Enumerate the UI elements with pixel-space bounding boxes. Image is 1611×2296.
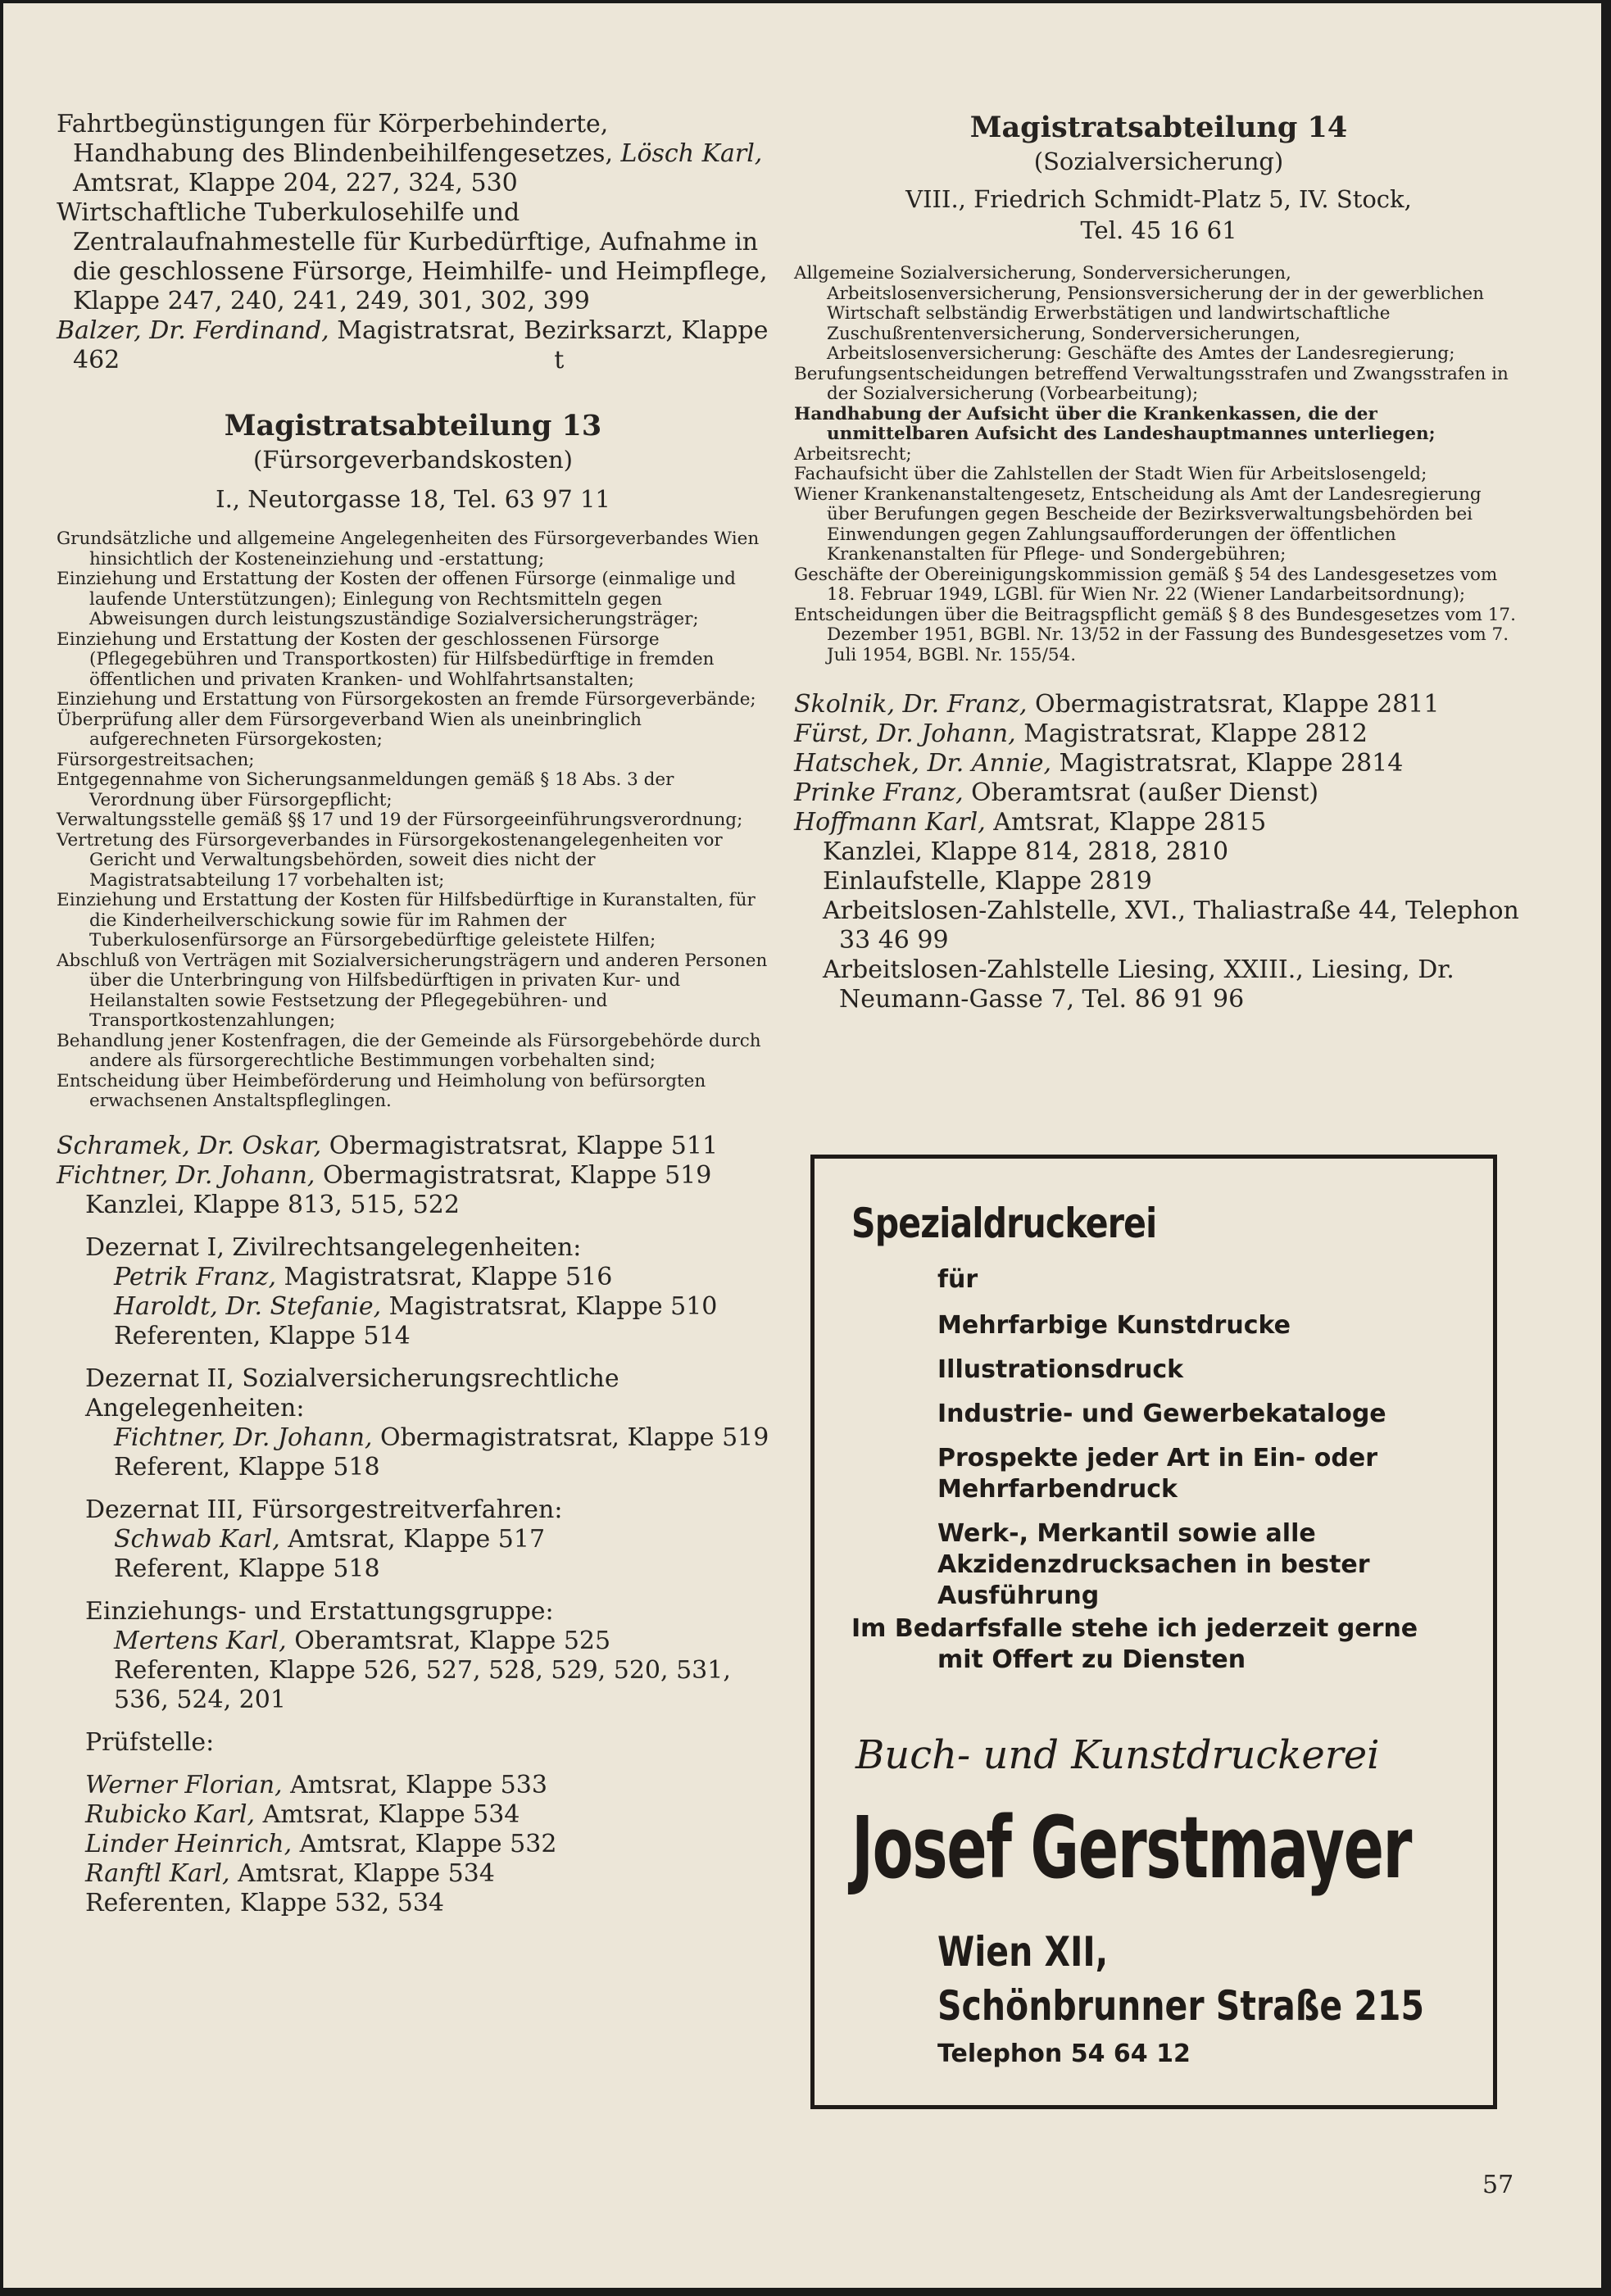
referent-line: Referent, Klappe 518	[114, 1554, 380, 1583]
intro-rest: Amtsrat, Klappe 204, 227, 324, 530	[73, 169, 518, 197]
duty-item: Entscheidungen über die Beitragspflicht gemäß § 8 des Bundesgesetzes vom 17. Dezember 1951, BGBl. Nr. 13/52 in der Fassung des Bundesgesetzes vom 7. Juli 1954, BGBl. Nr. 155/54.	[794, 604, 1516, 665]
duty-item: Entscheidung über Heimbeförderung und Heimholung von befürsorgten erwachsenen Anstaltspfleglingen.	[57, 1070, 706, 1111]
staff-list-13	[57, 1132, 769, 1918]
duty-item: Arbeitsrecht;	[794, 443, 912, 465]
intro3-rest: Magistratsrat, Bezirksarzt, Klappe 462	[73, 316, 769, 374]
section-subheading-14: (Sozialversicherung)	[1033, 147, 1284, 175]
duty-item: Abschluß von Verträgen mit Sozialversicherungsträgern und anderen Personen über die Unterbringung von Hilfsbedürftigen in privaten Kur- und Heilanstalten sowie Festsetzung der Pflegegebühren- und Transportkostenzahlungen;	[57, 950, 768, 1031]
ad-for: für	[937, 1265, 978, 1294]
section-address-13: I., Neutorgasse 18, Tel. 63 97 11	[216, 485, 610, 513]
staff-entry: Hoffmann Karl, Amtsrat, Klappe 2815	[794, 808, 1267, 837]
duty-item: Einziehung und Erstattung der Kosten für Hilfsbedürftige in Kuranstalten, für die Kinderheilverschickung sowie für im Rahmen der Tuberkulosenfürsorge an Fürsorgebedürftige geleistete Hilfen;	[57, 890, 756, 951]
duty-item: Grundsätzliche und allgemeine Angelegenheiten des Fürsorgeverbandes Wien hinsichtlich der Kosteneinziehung und -erstattung;	[57, 529, 760, 569]
einziehungsgruppe: Einziehungs- und Erstattungsgruppe:	[85, 1596, 554, 1626]
ad-service-item: Prospekte jeder Art in Ein- oder Mehrfarbendruck	[937, 1444, 1377, 1504]
section-address-14: VIII., Friedrich Schmidt-Platz 5, IV. Stock,	[905, 185, 1412, 213]
intro-paragraph-2: Wirtschaftliche Tuberkulosehilfe und Zentralaufnahmestelle für Kurbedürftige, Aufnahme in die geschlossene Fürsorge, Heimhilfe- und Heimpflege, Klappe 247, 240, 241, 249, 301, 302, 399	[57, 198, 768, 315]
unit-line: Arbeitslosen-Zahlstelle Liesing, XXIII., Liesing, Dr. Neumann-Gasse 7, Tel. 86 91 96	[823, 955, 1454, 1014]
staff-entry: Linder Heinrich, Amtsrat, Klappe 532	[85, 1829, 557, 1858]
duty-item: Einziehung und Erstattung der Kosten der offenen Fürsorge (einmalige und laufende Unterstützungen); Einlegung von Rechtsmitteln gegen Abweisungen durch leistungszuständige Sozialversicherungsträger;	[57, 569, 736, 629]
duty-item: Berufungsentscheidungen betreffend Verwaltungsstrafen und Zwangsstrafen in der Sozialversicherung (Vorbearbeitung);	[794, 363, 1509, 404]
staff-entry: Fürst, Dr. Johann, Magistratsrat, Klappe 2812	[794, 719, 1368, 748]
staff-entry: Werner Florian, Amtsrat, Klappe 533	[85, 1770, 547, 1799]
duty-item: Entgegennahme von Sicherungsanmeldungen gemäß § 18 Abs. 3 der Verordnung über Fürsorgepflicht;	[57, 769, 674, 810]
duty-item: Behandlung jener Kostenfragen, die der Gemeinde als Fürsorgebehörde durch andere als fürsorgerechtliche Bestimmungen vorbehalten sind;	[57, 1030, 761, 1071]
ad-telephone: Telephon 54 64 12	[937, 2040, 1191, 2068]
advertisement-box	[810, 1155, 1497, 2109]
ad-service-item: Industrie- und Gewerbekataloge	[937, 1400, 1386, 1428]
duty-item: Verwaltungsstelle gemäß §§ 17 und 19 der Fürsorgeeinführungsverordnung;	[57, 810, 743, 830]
duty-item: Wiener Krankenanstaltengesetz, Entscheidung als Amt der Landesregierung über Berufungen gegen Bescheide der Bezirksverwaltungsbehörden bei Einwendungen gegen Zahlungsaufforderungen der öffentlichen Krankenanstalten für Pflege- und Sondergebühren;	[794, 483, 1482, 565]
ad-title: Spezialdruckerei	[851, 1200, 1157, 1247]
staff-entry: Rubicko Karl, Amtsrat, Klappe 534	[85, 1799, 520, 1829]
staff-entry: Mertens Karl, Oberamtsrat, Klappe 525	[114, 1626, 611, 1655]
section-subheading-13: (Fürsorgeverbandskosten)	[252, 446, 573, 474]
dezernat-3: Dezernat III, Fürsorgestreitverfahren:	[85, 1495, 563, 1524]
intro-name: Lösch Karl,	[620, 139, 763, 168]
duty-item: Einziehung und Erstattung von Fürsorgekosten an fremde Fürsorgeverbände;	[57, 689, 756, 710]
kanzlei-line: Kanzlei, Klappe 813, 515, 522	[85, 1190, 460, 1219]
intro3-mark: t	[554, 346, 565, 374]
dezernat-1: Dezernat I, Zivilrechtsangelegenheiten:	[85, 1232, 582, 1262]
duty-item: Überprüfung aller dem Fürsorgeverband Wien als uneinbringlich aufgerechneten Fürsorgekosten;	[57, 709, 642, 750]
duty-item: Fürsorgestreitsachen;	[57, 749, 255, 770]
ad-company-name: Josef Gerstmayer	[851, 1798, 1412, 1898]
unit-line: Arbeitslosen-Zahlstelle, XVI., Thaliastraße 44, Telephon 33 46 99	[823, 896, 1519, 955]
ad-script-line: Buch- und Kunstdruckerei	[855, 1732, 1380, 1778]
intro3-name: Balzer, Dr. Ferdinand,	[57, 316, 329, 345]
referent-line: Referenten, Klappe 526, 527, 528, 529, 520, 531, 536, 524, 201	[114, 1655, 731, 1714]
ad-service-list	[937, 1310, 1495, 1625]
staff-entry: Haroldt, Dr. Stefanie, Magistratsrat, Klappe 510	[114, 1291, 718, 1321]
ad-service-item: Mehrfarbige Kunstdrucke	[937, 1311, 1291, 1340]
right-column	[794, 110, 1523, 1014]
referent-line: Referenten, Klappe 532, 534	[85, 1888, 445, 1917]
duty-item: Fachaufsicht über die Zahlstellen der Stadt Wien für Arbeitslosengeld;	[794, 464, 1427, 484]
section-heading-14: Magistratsabteilung 14	[969, 111, 1348, 144]
pruefstelle: Prüfstelle:	[85, 1727, 215, 1757]
intro-text: Fahrtbegünstigungen für Körperbehinderte, Handhabung des Blindenbeihilfengesetzes,	[57, 110, 621, 168]
staff-entry: Hatschek, Dr. Annie, Magistratsrat, Klappe 2814	[794, 749, 1404, 778]
page	[3, 3, 1601, 2288]
referent-line: Referenten, Klappe 514	[114, 1321, 411, 1350]
intro-paragraph	[57, 110, 769, 198]
dezernat-2: Dezernat II, Sozialversicherungsrechtliche Angelegenheiten:	[85, 1364, 619, 1423]
section-heading-13: Magistratsabteilung 13	[224, 409, 602, 442]
duty-list-13	[57, 529, 769, 1112]
ad-offer-text: Im Bedarfsfalle stehe ich jederzeit gerne mit Offert zu Diensten	[851, 1614, 1418, 1674]
staff-entry: Schramek, Dr. Oskar, Obermagistratsrat, Klappe 511	[57, 1131, 719, 1160]
staff-list-14	[794, 690, 1523, 1014]
duty-item: Allgemeine Sozialversicherung, Sonderversicherungen, Arbeitslosenversicherung, Pensionsversicherung der in der gewerblichen Wirtschaft selbständig Erwerbstätigen und landwirtschaftliche Zuschußrentenversicherung, Sonderversicherungen, Arbeitslosenversicherung: Geschäfte des Amtes der Landesregierung;	[794, 263, 1484, 364]
referent-line: Referent, Klappe 518	[114, 1452, 380, 1482]
staff-entry: Petrik Franz, Magistratsrat, Klappe 516	[114, 1262, 613, 1291]
duty-item: Handhabung der Aufsicht über die Krankenkassen, die der unmittelbaren Aufsicht des Landeshauptmannes unterliegen;	[794, 403, 1436, 444]
staff-entry: Ranftl Karl, Amtsrat, Klappe 534	[85, 1858, 495, 1888]
duty-item: Vertretung des Fürsorgeverbandes in Fürsorgekostenangelegenheiten vor Gericht und Verwaltungsbehörden, soweit dies nicht der Magistratsabteilung 17 vorbehalten ist;	[57, 829, 723, 891]
ad-service-item: Werk-, Merkantil sowie alle Akzidenzdrucksachen in bester Ausführung	[937, 1519, 1370, 1610]
left-column	[57, 110, 769, 1918]
section-phone-14: Tel. 45 16 61	[1080, 216, 1237, 244]
staff-entry: Skolnik, Dr. Franz, Obermagistratsrat, Klappe 2811	[794, 690, 1440, 719]
ad-address: Wien XII, Schönbrunner Straße 215	[937, 1928, 1424, 2030]
duty-item: Einziehung und Erstattung der Kosten der geschlossenen Fürsorge (Pflegegebühren und Transportkosten) für Hilfsbedürftige in fremden öffentlichen und privaten Kranken- und Wohlfahrtsanstalten;	[57, 628, 715, 690]
duty-item: Geschäfte der Obereinigungskommission gemäß § 54 des Landesgesetzes vom 18. Februar 1949, LGBl. für Wien Nr. 22 (Wiener Landarbeitsordnung);	[794, 564, 1498, 605]
staff-entry: Fichtner, Dr. Johann, Obermagistratsrat, Klappe 519	[57, 1160, 712, 1190]
staff-entry: Fichtner, Dr. Johann, Obermagistratsrat, Klappe 519	[114, 1423, 769, 1452]
page-number: 57	[1482, 2171, 1514, 2199]
staff-entry: Prinke Franz, Oberamtsrat (außer Dienst)	[794, 778, 1319, 807]
unit-line: Kanzlei, Klappe 814, 2818, 2810	[823, 837, 1229, 866]
duty-list-14	[794, 264, 1523, 665]
ad-service-item: Illustrationsdruck	[937, 1355, 1184, 1384]
unit-line: Einlaufstelle, Klappe 2819	[823, 867, 1152, 896]
staff-entry: Schwab Karl, Amtsrat, Klappe 517	[114, 1524, 546, 1554]
intro-paragraph-3	[57, 316, 769, 375]
